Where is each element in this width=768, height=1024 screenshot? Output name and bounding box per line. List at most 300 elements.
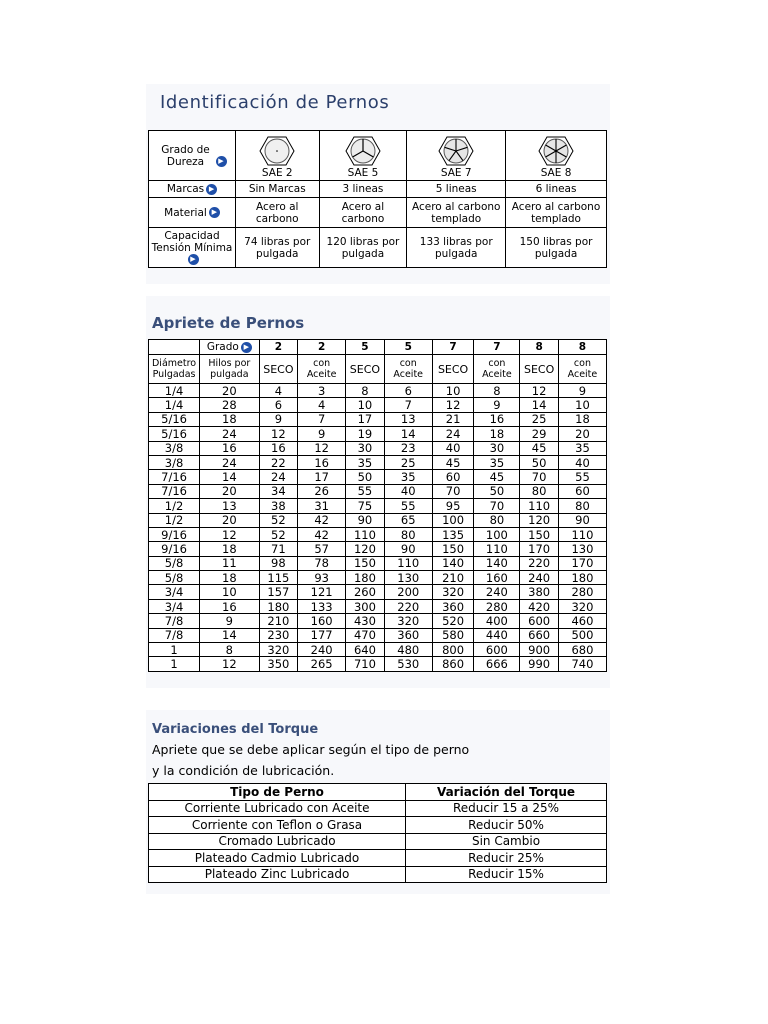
table-cell: 300 [346, 599, 385, 613]
table-cell: 7/8 [149, 614, 200, 628]
table-row [149, 571, 607, 585]
table-cell: 170 [520, 542, 559, 556]
capacity-label-cell [149, 228, 236, 268]
table-cell: 320 [384, 614, 432, 628]
torque-description-line1: Apriete que se debe aplicar según el tipo de perno [152, 742, 470, 757]
table-cell: 35 [384, 470, 432, 484]
torque-header-row [149, 784, 607, 801]
column-header: SECO [259, 355, 298, 384]
table-cell: 30 [474, 441, 520, 455]
table-cell: 130 [558, 542, 606, 556]
table-cell: 12 [200, 657, 259, 671]
table-cell: 70 [520, 470, 559, 484]
table-cell: 80 [384, 527, 432, 541]
table-cell: 710 [346, 657, 385, 671]
table-cell: 14 [520, 398, 559, 412]
table-cell: 70 [432, 484, 474, 498]
table-cell: 14 [200, 470, 259, 484]
table-cell: 380 [520, 585, 559, 599]
table-cell: 5/8 [149, 556, 200, 570]
table-cell: 35 [558, 441, 606, 455]
table-cell: 1/4 [149, 384, 200, 398]
grade-number: 7 [474, 340, 520, 355]
table-cell: 220 [384, 599, 432, 613]
table-cell: 100 [432, 513, 474, 527]
table-cell: 24 [259, 470, 298, 484]
table-cell: 17 [298, 470, 346, 484]
table-cell: 640 [346, 643, 385, 657]
table-cell: 7/16 [149, 470, 200, 484]
table-cell: 420 [520, 599, 559, 613]
grade-value: SAE 7 [440, 166, 472, 179]
table-cell: 520 [432, 614, 474, 628]
capacity-value: 133 libras por pulgada [407, 228, 506, 268]
table-cell: 20 [200, 513, 259, 527]
table-cell: 12 [298, 441, 346, 455]
table-row [149, 585, 607, 599]
column-header: SECO [520, 355, 559, 384]
table-cell: 9/16 [149, 542, 200, 556]
table-cell: 9 [200, 614, 259, 628]
table-cell: 55 [346, 484, 385, 498]
table-cell: 320 [558, 599, 606, 613]
table-cell: 34 [259, 484, 298, 498]
table-cell: 320 [259, 643, 298, 657]
table-row [149, 542, 607, 556]
table-cell: 10 [346, 398, 385, 412]
table-cell: Sin Cambio [406, 833, 607, 850]
empty-cell [149, 340, 200, 355]
table-cell: 13 [384, 412, 432, 426]
table-cell: 430 [346, 614, 385, 628]
table-cell: 16 [259, 441, 298, 455]
capacity-value: 74 libras por pulgada [236, 228, 320, 268]
table-cell: 3/8 [149, 455, 200, 469]
table-cell: 52 [259, 513, 298, 527]
capacity-label: Capacidad Tensión Mínima [151, 229, 233, 254]
table-cell: 6 [384, 384, 432, 398]
table-cell: 170 [558, 556, 606, 570]
table-cell: 220 [520, 556, 559, 570]
arrow-circle-icon[interactable]: ▶ [206, 184, 217, 195]
table-cell: 500 [558, 628, 606, 642]
grade-value: SAE 2 [261, 166, 293, 179]
table-cell: 6 [259, 398, 298, 412]
table-cell: Reducir 15% [406, 866, 607, 883]
table-cell: 440 [474, 628, 520, 642]
torque-table [148, 783, 607, 883]
table-cell: 35 [346, 455, 385, 469]
table-row [149, 817, 607, 834]
identification-title: Identificación de Pernos [160, 92, 390, 113]
marks-value: 6 lineas [506, 181, 607, 198]
table-cell: 135 [432, 527, 474, 541]
table-cell: 8 [200, 643, 259, 657]
grade-cell [407, 131, 506, 181]
table-cell: 580 [432, 628, 474, 642]
grade-header-label: Grado [206, 341, 239, 353]
table-cell: 260 [346, 585, 385, 599]
table-row [149, 800, 607, 817]
table-cell: 1 [149, 657, 200, 671]
table-cell: 90 [384, 542, 432, 556]
table-row [149, 527, 607, 541]
table-cell: 17 [346, 412, 385, 426]
table-cell: 90 [558, 513, 606, 527]
column-header: Hilos por pulgada [200, 355, 259, 384]
table-cell: 110 [520, 499, 559, 513]
torque-description-line2: y la condición de lubricación. [152, 763, 335, 778]
table-cell: 180 [346, 571, 385, 585]
table-row [149, 833, 607, 850]
table-cell: 40 [432, 441, 474, 455]
material-label: Material [164, 206, 207, 219]
table-cell: 71 [259, 542, 298, 556]
table-cell: 25 [520, 412, 559, 426]
table-cell: 50 [346, 470, 385, 484]
table-cell: 860 [432, 657, 474, 671]
table-cell: 16 [474, 412, 520, 426]
table-cell: 93 [298, 571, 346, 585]
table-cell: 160 [298, 614, 346, 628]
table-cell: 600 [520, 614, 559, 628]
marks-value: Sin Marcas [236, 181, 320, 198]
table-cell: 1 [149, 643, 200, 657]
table-cell: 4 [259, 384, 298, 398]
grade-label: Grado de Dureza [161, 143, 210, 168]
table-cell: 10 [200, 585, 259, 599]
torque-title: Variaciones del Torque [152, 722, 319, 737]
grade-value: SAE 5 [347, 166, 379, 179]
table-cell: 35 [474, 455, 520, 469]
marks-label: Marcas [166, 183, 205, 195]
table-cell: 80 [520, 484, 559, 498]
tightening-table [148, 339, 607, 672]
table-row [149, 499, 607, 513]
table-cell: Corriente con Teflon o Grasa [149, 817, 406, 834]
table-cell: Reducir 15 a 25% [406, 800, 607, 817]
marks-label-cell [149, 181, 236, 198]
table-cell: 280 [474, 599, 520, 613]
material-value: Acero al carbono templado [407, 198, 506, 228]
arrow-circle-icon[interactable]: ▶ [209, 207, 220, 218]
table-cell: 98 [259, 556, 298, 570]
table-cell: 1/2 [149, 513, 200, 527]
bolt-head-sae5-icon [345, 135, 381, 167]
table-cell: 95 [432, 499, 474, 513]
table-cell: 20 [558, 427, 606, 441]
table-cell: 18 [558, 412, 606, 426]
table-cell: 200 [384, 585, 432, 599]
grade-number: 2 [259, 340, 298, 355]
table-cell: 210 [432, 571, 474, 585]
table-cell: 5/16 [149, 427, 200, 441]
table-cell: 3/4 [149, 585, 200, 599]
table-cell: 460 [558, 614, 606, 628]
table-row [149, 484, 607, 498]
material-value: Acero al carbono templado [506, 198, 607, 228]
tightening-title: Apriete de Pernos [152, 314, 305, 332]
table-cell: 133 [298, 599, 346, 613]
table-cell: 120 [520, 513, 559, 527]
table-cell: 1/2 [149, 499, 200, 513]
table-row [149, 427, 607, 441]
table-cell: 20 [200, 484, 259, 498]
table-cell: 210 [259, 614, 298, 628]
grade-number: 7 [432, 340, 474, 355]
table-cell: 20 [200, 384, 259, 398]
table-cell: 45 [474, 470, 520, 484]
table-cell: 100 [474, 527, 520, 541]
table-cell: 121 [298, 585, 346, 599]
table-cell: 45 [520, 441, 559, 455]
table-cell: 120 [346, 542, 385, 556]
table-cell: 150 [432, 542, 474, 556]
table-cell: 50 [520, 455, 559, 469]
torque-header: Tipo de Perno [149, 784, 406, 801]
table-cell: 110 [384, 556, 432, 570]
table-cell: 16 [200, 441, 259, 455]
table-row [149, 384, 607, 398]
table-cell: 40 [384, 484, 432, 498]
grade-cell [236, 131, 320, 181]
table-cell: 115 [259, 571, 298, 585]
table-cell: 150 [520, 527, 559, 541]
table-cell: 9 [259, 412, 298, 426]
table-cell: 110 [346, 527, 385, 541]
table-row [149, 556, 607, 570]
table-cell: 240 [474, 585, 520, 599]
table-cell: 18 [474, 427, 520, 441]
table-cell: Corriente Lubricado con Aceite [149, 800, 406, 817]
table-row [149, 614, 607, 628]
table-cell: 9 [558, 384, 606, 398]
table-row [149, 412, 607, 426]
column-header: con Aceite [384, 355, 432, 384]
table-cell: 8 [474, 384, 520, 398]
table-cell: 21 [432, 412, 474, 426]
table-cell: 18 [200, 542, 259, 556]
table-cell: 45 [432, 455, 474, 469]
table-cell: 180 [558, 571, 606, 585]
table-cell: Plateado Cadmio Lubricado [149, 850, 406, 867]
table-cell: 320 [432, 585, 474, 599]
table-cell: 23 [384, 441, 432, 455]
table-cell: 140 [474, 556, 520, 570]
table-row [149, 398, 607, 412]
table-cell: 110 [474, 542, 520, 556]
table-cell: 42 [298, 513, 346, 527]
table-cell: 57 [298, 542, 346, 556]
table-cell: 50 [474, 484, 520, 498]
table-cell: 31 [298, 499, 346, 513]
column-header: SECO [432, 355, 474, 384]
table-cell: 360 [432, 599, 474, 613]
table-cell: 265 [298, 657, 346, 671]
arrow-circle-icon[interactable]: ▶ [216, 156, 227, 167]
table-cell: 14 [200, 628, 259, 642]
grade-cell [319, 131, 407, 181]
table-cell: 80 [474, 513, 520, 527]
table-cell: 280 [558, 585, 606, 599]
bolt-head-sae2-icon [259, 135, 295, 167]
grade-number: 5 [346, 340, 385, 355]
table-cell: 12 [432, 398, 474, 412]
table-cell: 800 [432, 643, 474, 657]
table-cell: 3/4 [149, 599, 200, 613]
table-row [149, 850, 607, 867]
table-cell: 666 [474, 657, 520, 671]
marks-value: 3 lineas [319, 181, 407, 198]
grade-header-cell [200, 340, 259, 355]
table-row [149, 441, 607, 455]
table-cell: 480 [384, 643, 432, 657]
table-cell: 52 [259, 527, 298, 541]
table-cell: 5/16 [149, 412, 200, 426]
table-cell: 13 [200, 499, 259, 513]
table-cell: 22 [259, 455, 298, 469]
table-cell: 19 [346, 427, 385, 441]
grade-row [149, 340, 607, 355]
arrow-circle-icon[interactable]: ▶ [188, 254, 199, 265]
table-cell: 7 [384, 398, 432, 412]
table-row [149, 643, 607, 657]
table-cell: Cromado Lubricado [149, 833, 406, 850]
table-cell: 470 [346, 628, 385, 642]
table-cell: 24 [200, 427, 259, 441]
table-cell: 42 [298, 527, 346, 541]
table-cell: 900 [520, 643, 559, 657]
table-cell: 18 [200, 571, 259, 585]
grade-cell [506, 131, 607, 181]
table-cell: 28 [200, 398, 259, 412]
column-header: con Aceite [558, 355, 606, 384]
table-row [149, 657, 607, 671]
table-cell: 16 [200, 599, 259, 613]
table-cell: 26 [298, 484, 346, 498]
grade-number: 8 [558, 340, 606, 355]
grade-number: 2 [298, 340, 346, 355]
table-cell: 8 [346, 384, 385, 398]
table-cell: 12 [200, 527, 259, 541]
table-cell: 30 [346, 441, 385, 455]
table-cell: 14 [384, 427, 432, 441]
table-cell: 240 [298, 643, 346, 657]
table-cell: 11 [200, 556, 259, 570]
table-cell: 24 [200, 455, 259, 469]
table-row [149, 513, 607, 527]
table-cell: 230 [259, 628, 298, 642]
table-cell: 3/8 [149, 441, 200, 455]
capacity-value: 150 libras por pulgada [506, 228, 607, 268]
table-cell: 140 [432, 556, 474, 570]
table-cell: 177 [298, 628, 346, 642]
table-cell: 1/4 [149, 398, 200, 412]
grade-value: SAE 8 [540, 166, 572, 179]
table-cell: 9/16 [149, 527, 200, 541]
grade-label-cell [149, 131, 236, 181]
table-cell: 660 [520, 628, 559, 642]
table-cell: 40 [558, 455, 606, 469]
table-cell: 240 [520, 571, 559, 585]
material-value: Acero al carbono [236, 198, 320, 228]
table-cell: 4 [298, 398, 346, 412]
table-cell: 180 [259, 599, 298, 613]
table-cell: 10 [558, 398, 606, 412]
table-cell: Reducir 50% [406, 817, 607, 834]
table-row [149, 470, 607, 484]
table-cell: 65 [384, 513, 432, 527]
table-cell: 55 [558, 470, 606, 484]
table-cell: 75 [346, 499, 385, 513]
identification-table [148, 130, 607, 268]
table-row [149, 455, 607, 469]
table-cell: 55 [384, 499, 432, 513]
table-cell: 350 [259, 657, 298, 671]
marks-value: 5 lineas [407, 181, 506, 198]
capacity-value: 120 libras por pulgada [319, 228, 407, 268]
table-cell: 60 [558, 484, 606, 498]
table-cell: 80 [558, 499, 606, 513]
table-cell: 7/8 [149, 628, 200, 642]
table-cell: 400 [474, 614, 520, 628]
table-cell: Plateado Zinc Lubricado [149, 866, 406, 883]
column-header-row [149, 355, 607, 384]
table-cell: 18 [200, 412, 259, 426]
table-row [149, 628, 607, 642]
table-cell: 9 [298, 427, 346, 441]
table-cell: 24 [432, 427, 474, 441]
table-cell: 600 [474, 643, 520, 657]
table-row [149, 599, 607, 613]
column-header: Diámetro Pulgadas [149, 355, 200, 384]
material-value: Acero al carbono [319, 198, 407, 228]
bolt-head-sae7-icon [438, 135, 474, 167]
bolt-head-sae8-icon [538, 135, 574, 167]
table-cell: 70 [474, 499, 520, 513]
table-cell: 150 [346, 556, 385, 570]
table-cell: 78 [298, 556, 346, 570]
table-cell: 7/16 [149, 484, 200, 498]
table-cell: 25 [384, 455, 432, 469]
table-cell: Reducir 25% [406, 850, 607, 867]
table-cell: 157 [259, 585, 298, 599]
table-cell: 12 [259, 427, 298, 441]
torque-header: Variación del Torque [406, 784, 607, 801]
table-cell: 9 [474, 398, 520, 412]
table-cell: 7 [298, 412, 346, 426]
table-cell: 90 [346, 513, 385, 527]
grade-number: 8 [520, 340, 559, 355]
table-cell: 29 [520, 427, 559, 441]
column-header: SECO [346, 355, 385, 384]
grade-number: 5 [384, 340, 432, 355]
table-cell: 38 [259, 499, 298, 513]
table-cell: 12 [520, 384, 559, 398]
table-cell: 5/8 [149, 571, 200, 585]
column-header: con Aceite [298, 355, 346, 384]
table-cell: 530 [384, 657, 432, 671]
arrow-circle-icon[interactable]: ▶ [241, 342, 252, 353]
table-cell: 160 [474, 571, 520, 585]
table-cell: 110 [558, 527, 606, 541]
table-cell: 60 [432, 470, 474, 484]
column-header: con Aceite [474, 355, 520, 384]
table-cell: 10 [432, 384, 474, 398]
material-label-cell [149, 198, 236, 228]
table-cell: 360 [384, 628, 432, 642]
table-cell: 16 [298, 455, 346, 469]
